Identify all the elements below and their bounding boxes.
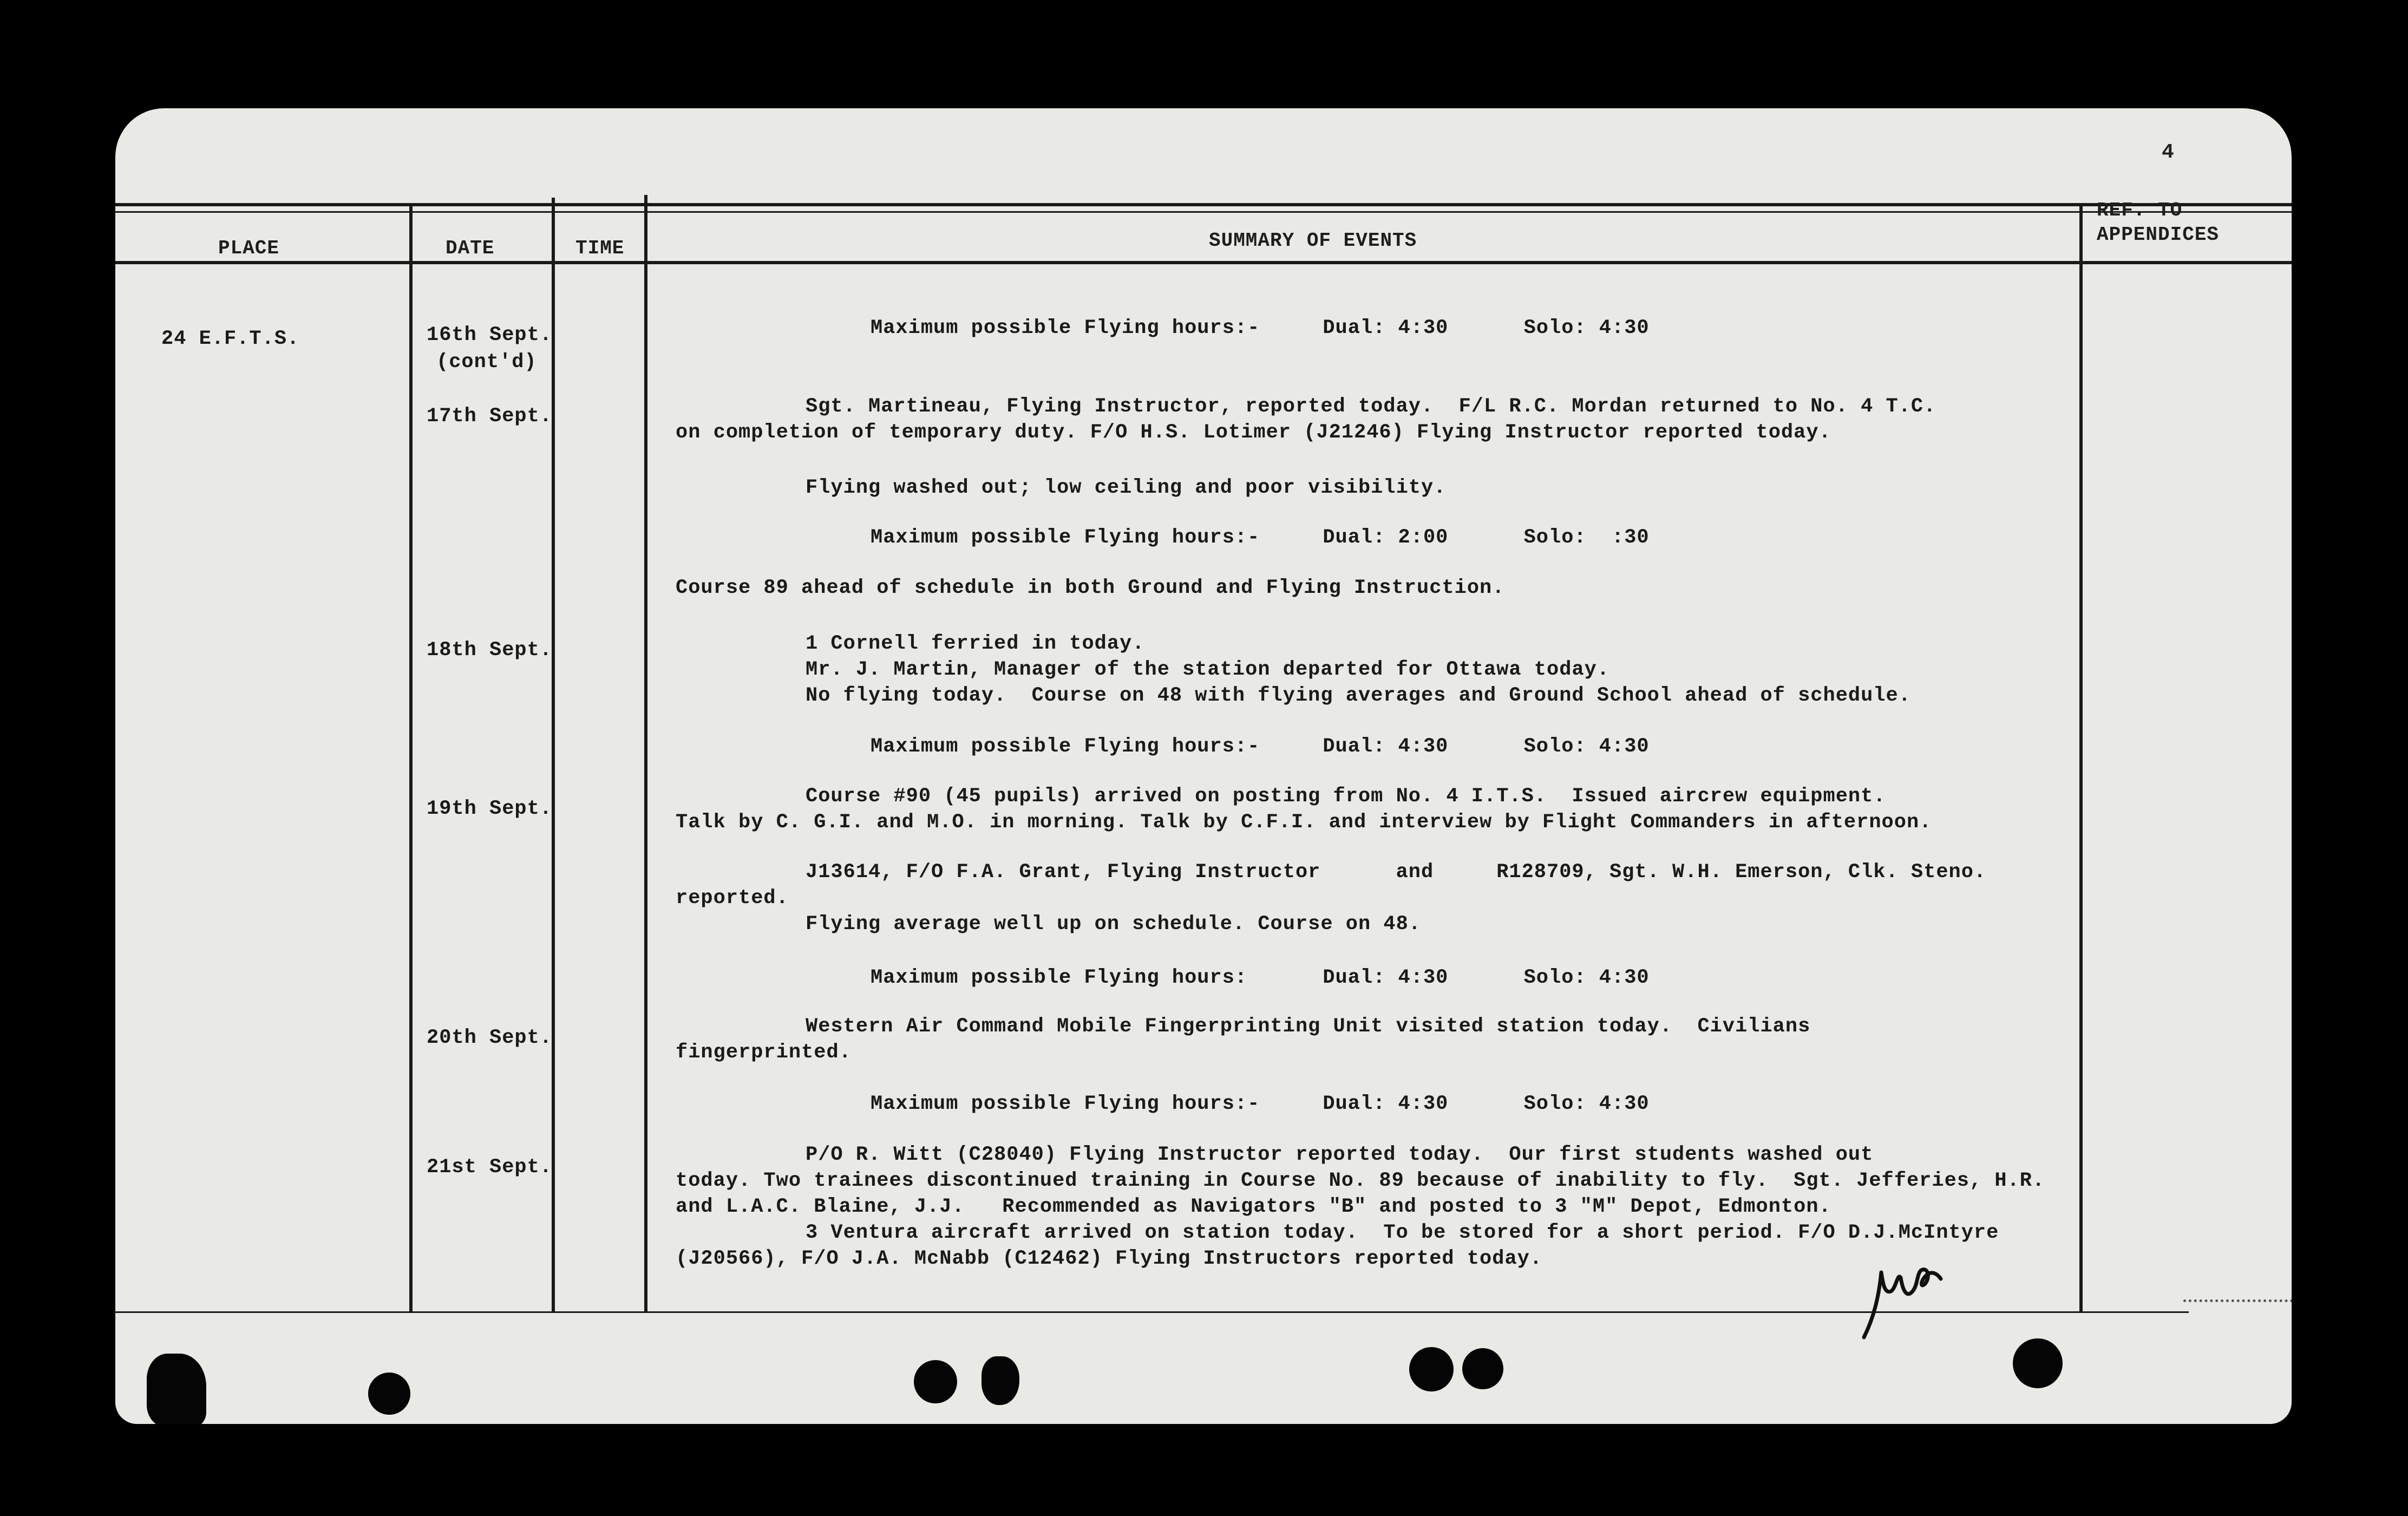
date-16: 16th Sept. [427, 324, 553, 347]
summary-line: 3 Ventura aircraft arrived on station today. To be stored for a short period. F/O D.J.McIntyre [806, 1221, 1999, 1244]
punch-hole [2013, 1338, 2063, 1388]
summary-line: and L.A.C. Blaine, J.J. Recommended as Navigators "B" and posted to 3 "M" Depot, Edmonton. [676, 1195, 1831, 1218]
summary-line: Mr. J. Martin, Manager of the station departed for Ottawa today. [806, 658, 1610, 681]
punch-hole [368, 1373, 410, 1415]
column-divider-time [644, 195, 647, 1313]
summary-line: No flying today. Course on 48 with flying averages and Ground School ahead of schedule. [806, 684, 1911, 707]
header-top-rule-2 [115, 211, 2292, 213]
summary-line: Sgt. Martineau, Flying Instructor, reported today. F/L R.C. Mordan returned to No. 4 T.C. [806, 395, 1936, 418]
date-17: 17th Sept. [427, 405, 553, 428]
date-18: 18th Sept. [427, 639, 553, 662]
summary-line: 1 Cornell ferried in today. [806, 632, 1145, 655]
punch-hole [1409, 1347, 1454, 1391]
summary-line: Maximum possible Flying hours: Dual: 4:30 Solo: 4:30 [871, 966, 1650, 989]
punch-hole [981, 1356, 1019, 1405]
punch-hole [914, 1360, 957, 1403]
summary-line: Flying washed out; low ceiling and poor visibility. [806, 476, 1447, 499]
summary-line: fingerprinted. [676, 1041, 852, 1064]
header-bottom-rule [115, 261, 2292, 264]
punch-hole [1462, 1348, 1503, 1389]
column-divider-date [552, 198, 555, 1313]
date-19: 19th Sept. [427, 798, 553, 820]
header-top-rule [115, 203, 2292, 206]
header-ref-line1: REF. TO [2097, 199, 2183, 221]
summary-line: P/O R. Witt (C28040) Flying Instructor reported today. Our first students washed out [806, 1143, 1874, 1166]
header-time: TIME [575, 237, 625, 259]
summary-line: Talk by C. G.I. and M.O. in morning. Talk by C.F.I. and interview by Flight Commanders in afternoon. [676, 811, 1932, 834]
column-divider-place [409, 203, 413, 1313]
summary-line: Western Air Command Mobile Fingerprinting Unit visited station today. Civilians [806, 1015, 1811, 1038]
place-entry: 24 E.F.T.S. [161, 328, 300, 350]
column-divider-summary [2079, 203, 2083, 1313]
date-20: 20th Sept. [427, 1027, 553, 1049]
initials-signature [1853, 1240, 1961, 1343]
summary-line: Flying average well up on schedule. Course on 48. [806, 913, 1421, 936]
dotted-mark [2183, 1299, 2292, 1302]
date-16-cont: (cont'd) [436, 351, 537, 374]
record-card [115, 108, 2292, 1424]
summary-line: Maximum possible Flying hours:- Dual: 4:30 Solo: 4:30 [871, 1093, 1650, 1115]
header-ref-line2: APPENDICES [2097, 224, 2220, 246]
summary-line: J13614, F/O F.A. Grant, Flying Instructor and R128709, Sgt. W.H. Emerson, Clk. Steno. [806, 861, 1987, 884]
header-summary: SUMMARY OF EVENTS [1209, 230, 1417, 252]
summary-line: (J20566), F/O J.A. McNabb (C12462) Flying Instructors reported today. [676, 1247, 1543, 1270]
summary-line: Course #90 (45 pupils) arrived on posting from No. 4 I.T.S. Issued aircrew equipment. [806, 785, 1886, 808]
summary-line: Course 89 ahead of schedule in both Ground and Flying Instruction. [676, 577, 1505, 599]
summary-line: today. Two trainees discontinued training in Course No. 89 because of inability to fly. Sgt. Jefferies, H.R. [676, 1169, 2045, 1192]
torn-corner [147, 1354, 206, 1424]
header-place: PLACE [218, 237, 280, 259]
summary-line: Maximum possible Flying hours:- Dual: 2:00 Solo: :30 [871, 526, 1650, 549]
summary-line: Maximum possible Flying hours:- Dual: 4:30 Solo: 4:30 [871, 317, 1650, 339]
header-date: DATE [446, 237, 495, 259]
summary-line: reported. [676, 887, 789, 910]
page-number: 4 [2162, 141, 2174, 164]
date-21: 21st Sept. [427, 1156, 553, 1179]
summary-line: on completion of temporary duty. F/O H.S. Lotimer (J21246) Flying Instructor reported today. [676, 421, 1831, 444]
summary-line: Maximum possible Flying hours:- Dual: 4:30 Solo: 4:30 [871, 735, 1650, 758]
